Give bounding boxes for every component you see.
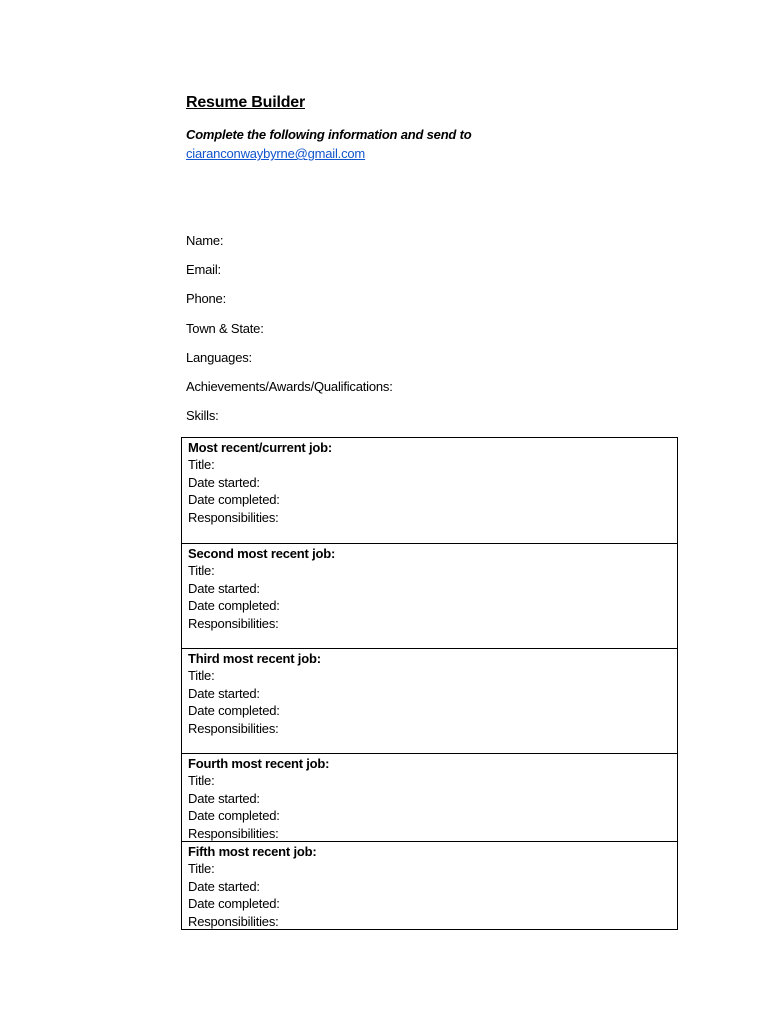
- field-phone: Phone:: [186, 291, 227, 307]
- job-date-completed-label: Date completed:: [188, 598, 280, 614]
- job-title-label: Title:: [188, 563, 215, 579]
- job-responsibilities-label: Responsibilities:: [188, 720, 279, 736]
- job-responsibilities-label: Responsibilities:: [188, 509, 279, 525]
- job-title-label: Title:: [188, 457, 215, 473]
- job-block: [182, 543, 677, 648]
- field-skills: Skills:: [186, 408, 219, 424]
- job-block: [182, 841, 677, 929]
- job-date-started-label: Date started:: [188, 790, 260, 806]
- job-block: [182, 648, 677, 753]
- field-town-state: Town & State:: [186, 320, 264, 336]
- job-date-started-label: Date started:: [188, 580, 260, 596]
- job-responsibilities-label: Responsibilities:: [188, 825, 279, 841]
- field-name: Name:: [186, 233, 224, 248]
- document-title: Resume Builder: [186, 94, 306, 111]
- job-date-completed-label: Date completed:: [188, 492, 280, 508]
- job-date-completed-label: Date completed:: [188, 808, 280, 824]
- job-heading: Fourth most recent job:: [188, 756, 330, 771]
- job-heading: Most recent/current job:: [188, 440, 332, 455]
- instructions-text: Complete the following information and send to: [186, 127, 472, 142]
- job-date-started-label: Date started:: [188, 878, 260, 894]
- job-heading: Second most recent job:: [188, 546, 336, 561]
- job-heading: Fifth most recent job:: [188, 844, 317, 859]
- field-languages: Languages:: [186, 349, 252, 365]
- job-history-table: [181, 437, 678, 930]
- job-date-started-label: Date started:: [188, 685, 260, 701]
- job-date-completed-label: Date completed:: [188, 896, 280, 912]
- job-title-label: Title:: [188, 773, 215, 789]
- job-date-started-label: Date started:: [188, 474, 260, 490]
- job-date-completed-label: Date completed:: [188, 703, 280, 719]
- job-block: [182, 753, 677, 841]
- field-email: Email:: [186, 262, 221, 278]
- job-heading: Third most recent job:: [188, 651, 321, 666]
- field-achievements: Achievements/Awards/Qualifications:: [186, 378, 393, 394]
- job-title-label: Title:: [188, 861, 215, 877]
- job-responsibilities-label: Responsibilities:: [188, 615, 279, 631]
- job-title-label: Title:: [188, 668, 215, 684]
- personal-info-fields: [186, 233, 393, 437]
- email-link[interactable]: ciaranconwaybyrne@gmail.com: [186, 146, 366, 161]
- job-block: [182, 438, 677, 543]
- job-responsibilities-label: Responsibilities:: [188, 913, 279, 929]
